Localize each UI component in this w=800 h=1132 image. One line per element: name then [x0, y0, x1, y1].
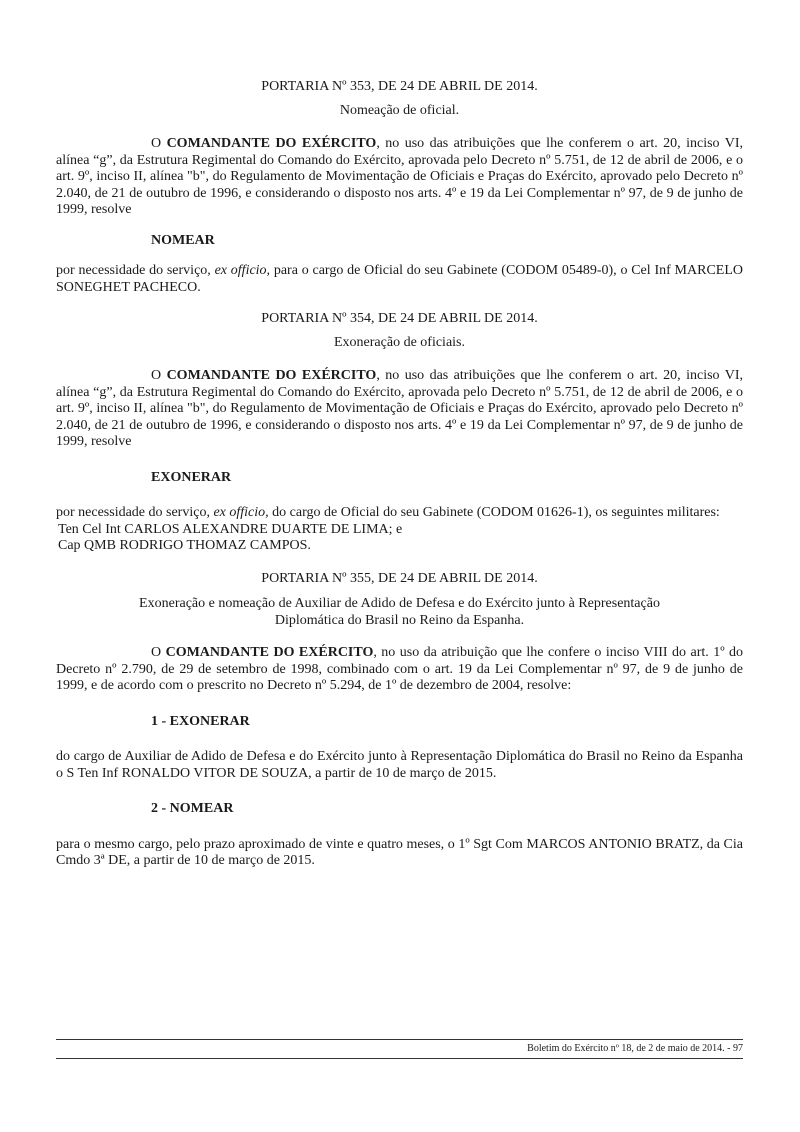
text-run: do cargo de Oficial do seu Gabinete (CODOM 01626-1), os seguintes militares:: [268, 505, 720, 520]
italic-text: ex officio,: [213, 505, 269, 520]
text-run: para o cargo de Oficial do seu Gabinete (CODOM 05489-0), o Cel Inf MARCELO SONEGHET PACHECO.: [56, 263, 743, 295]
text-run: , no uso das atribuições que lhe conferem o art. 20, inciso VI, alínea “g”, da Estrutura Regimental do Comando do Exército, aprovada pelo Decreto nº 5.751, de 12 de abril de 2006, e o art. 9º, inciso II, alínea "b", do Regulamento de Movimentação de Oficiais e Praças do Exército, aprovado pelo Decreto nº 2.040, de 21 de outubro de 1996, e considerando o disposto nos arts. 4º e 19 da Lei Complementar nº 97, de 9 de junho de 1999, resolve: [56, 368, 743, 449]
text-run: O: [151, 645, 166, 660]
text-run: , no uso das atribuições que lhe conferem o art. 20, inciso VI, alínea “g”, da Estrutura Regimental do Comando do Exército, aprovada pelo Decreto nº 5.751, de 12 de abril de 2006, e o art. 9º, inciso II, alínea "b", do Regulamento de Movimentação de Oficiais e Praças do Exército, aprovado pelo Decreto nº 2.040, de 21 de outubro de 1996, e considerando o disposto nos arts. 4º e 19 da Lei Complementar nº 97, de 9 de junho de 1999, resolve: [56, 136, 743, 217]
footer-rule-bottom: [56, 1058, 743, 1059]
text-run: O: [151, 136, 167, 151]
footer-rule-top: [56, 1039, 743, 1040]
portaria-354-title: PORTARIA Nº 354, DE 24 DE ABRIL DE 2014.: [261, 311, 538, 326]
bold-text: COMANDANTE DO EXÉRCITO: [166, 368, 377, 383]
portaria-355-action-1: 1 - EXONERAR: [151, 713, 250, 729]
list-item: Ten Cel Int CARLOS ALEXANDRE DUARTE DE LIMA; e: [58, 521, 403, 537]
list-item: Cap QMB RODRIGO THOMAZ CAMPOS.: [58, 538, 311, 553]
italic-text: ex officio,: [214, 263, 271, 278]
portaria-353-action: NOMEAR: [151, 232, 215, 248]
portaria-355-body-2: para o mesmo cargo, pelo prazo aproximado de vinte e quatro meses, o 1º Sgt Com MARCOS ANTONIO BRATZ, da Cia Cmdo 3ª DE, a partir de 10 de março de 2015.: [56, 836, 743, 868]
portaria-353-intro: [56, 136, 743, 219]
portaria-355-subject-line1: Exoneração e nomeação de Auxiliar de Adido de Defesa e do Exército junto à Representação: [139, 596, 660, 611]
footer-text: Boletim do Exército nº 18, de 2 de maio de 2014. - 97: [527, 1043, 743, 1054]
portaria-354-action: EXONERAR: [151, 469, 232, 485]
text-run: por necessidade do serviço,: [56, 263, 215, 278]
portaria-353-subject: Nomeação de oficial.: [339, 102, 460, 118]
text-run: , no uso da atribuição que lhe confere o inciso VIII do art. 1º do Decreto nº 2.790, de 29 de setembro de 1998, combinado com o art. 19 da Lei Complementar nº 97, de 9 de junho de 1999, e de acordo com o prescrito no Decreto nº 5.294, de 1º de dezembro de 2004, resolve:: [56, 645, 743, 693]
text-run: por necessidade do serviço,: [56, 505, 214, 520]
portaria-353-body: [56, 263, 743, 296]
portaria-355-title: PORTARIA Nº 355, DE 24 DE ABRIL DE 2014.: [261, 570, 538, 586]
portaria-355-intro: [56, 645, 743, 695]
militares-list: [56, 522, 743, 555]
portaria-355-subject-line2: Diplomática do Brasil no Reino da Espanha.: [274, 612, 525, 628]
portaria-354-intro: [56, 368, 743, 451]
portaria-354-subject: Exoneração de oficiais.: [334, 334, 465, 350]
document-page: [56, 0, 743, 870]
portaria-353-title: PORTARIA Nº 353, DE 24 DE ABRIL DE 2014.: [261, 79, 538, 94]
portaria-354-body: [56, 505, 743, 522]
text-run: O: [151, 368, 167, 383]
portaria-355-body-1: do cargo de Auxiliar de Adido de Defesa e do Exército junto à Representação Diplomática do Brasil no Reino da Espanha o S Ten Inf RONALDO VITOR DE SOUZA, a partir de 10 de março de 2015.: [56, 749, 743, 781]
bold-text: COMANDANTE DO EXÉRCITO: [165, 645, 374, 660]
bold-text: COMANDANTE DO EXÉRCITO: [166, 136, 377, 151]
portaria-355-action-2: 2 - NOMEAR: [151, 801, 234, 816]
